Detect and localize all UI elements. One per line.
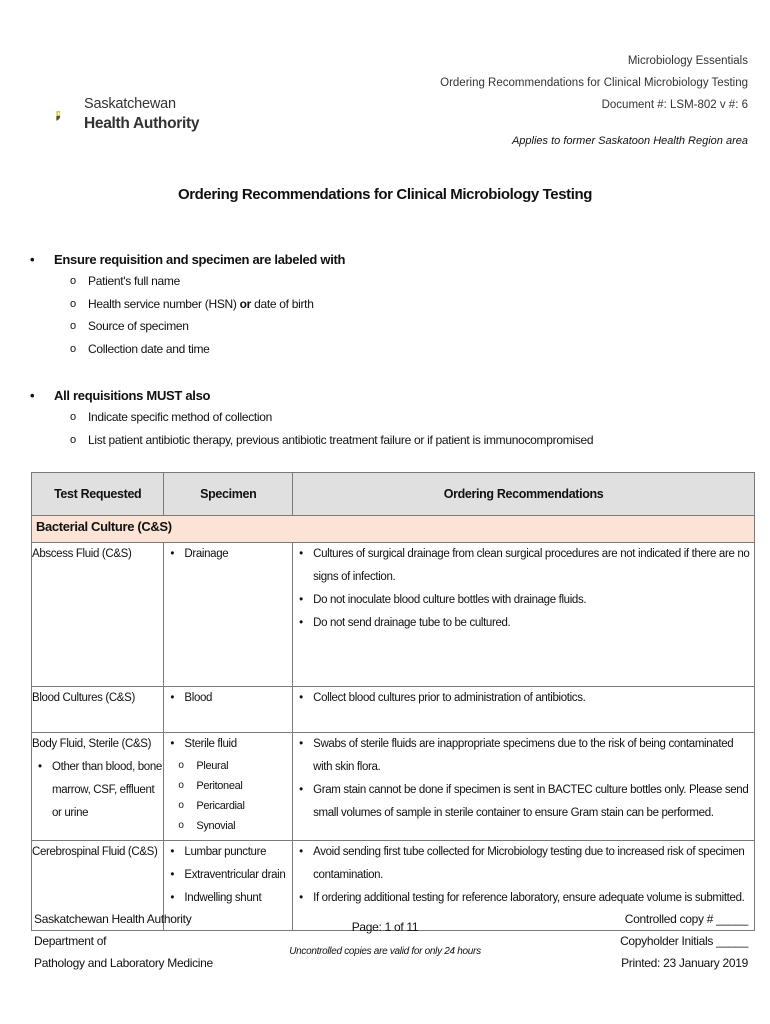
header-test-requested: Test Requested [32,473,164,516]
recommendation-item: • Do not send drainage tube to be cultured. [293,612,754,635]
recommendation-item: • Cultures of surgical drainage from clean surgical procedures are not indicated if there are no signs of infection. [293,543,754,589]
list-item: o Source of specimen [30,315,345,338]
footer-control [620,908,748,974]
specimen-cell [164,687,293,733]
list-item: o Patient's full name [30,270,345,293]
specimen-subitem: o Pleural [164,756,292,776]
table-header-row [32,473,755,516]
controlled-copy: Controlled copy # _____ [624,912,748,926]
dob-text: date of birth [251,296,314,311]
recommendation-cell [293,543,755,687]
specimen-subitem: o Pericardial [164,796,292,816]
document-number: Document #: LSM-802 v #: 6 [601,99,748,111]
recommendation-cell [293,687,755,733]
recommendation-item: • Avoid sending first tube collected for Microbiology testing due to increased risk of specimen contamination. [293,841,754,887]
test-cell [32,733,164,841]
list-item: o Indicate specific method of collection [30,406,593,429]
copyholder-initials: Copyholder Initials _____ [620,934,748,948]
or-text: or [239,296,252,311]
recommendation-item: • Swabs of sterile fluids are inappropriate specimens due to the risk of being contaminated with skin flora. [293,733,754,779]
test-cell: Cerebrospinal Fluid (C&S) [32,841,164,931]
specimen-item: • Blood [164,687,292,710]
printed-date: Printed: 23 January 2019 [621,956,748,970]
recommendation-item: • Gram stain cannot be done if specimen is sent in BACTEC culture bottles only. Please send small volumes of sample in sterile container to ensure Gram stain can be performed. [293,779,754,825]
table-row [32,733,755,841]
footer-left-line: Saskatchewan Health Authority [34,912,192,926]
specimen-subitem: o Peritoneal [164,776,292,796]
specimen-item: • Drainage [164,543,292,566]
labeling-heading: • Ensure requisition and specimen are labeled with [30,250,345,270]
header-line-2: Ordering Recommendations for Clinical Microbiology Testing [440,77,748,89]
category-bacterial-culture: Bacterial Culture (C&S) [32,516,755,543]
recommendation-cell [293,733,755,841]
logo-line-1: Saskatchewan [84,96,176,112]
footer-left-line: Department of [34,934,107,948]
logo-line-2: Health Authority [84,115,200,132]
specimen-cell [164,733,293,841]
test-cell: Abscess Fluid (C&S) [32,543,164,687]
logo-wordmark [84,94,199,134]
recommendation-item: • Do not inoculate blood culture bottles with drainage fluids. [293,589,754,612]
applies-note: Applies to former Saskatoon Health Region area [511,135,748,147]
page-number: Page: 1 of 11 [351,920,419,934]
requisition-requirements [30,386,593,451]
hsn-text: Health service number (HSN) [88,296,240,311]
list-item [30,293,345,316]
list-item: o List patient antibiotic therapy, previous antibiotic treatment failure or if patient is immunocompromised [30,429,593,452]
labeling-requirements [30,250,345,360]
specimen-item: • Lumbar puncture [164,841,292,864]
header-specimen: Specimen [164,473,293,516]
specimen-item: • Sterile fluid [164,733,292,756]
header-line-1: Microbiology Essentials [627,55,748,67]
recommendation-item: • If ordering additional testing for reference laboratory, ensure adequate volume is submitted. [293,887,754,910]
test-cell: Blood Cultures (C&S) [32,687,164,733]
header-ordering-recommendations: Ordering Recommendations [293,473,755,516]
saskatchewan-health-authority-logo [56,86,82,146]
test-qualifier: • Other than blood, bone marrow, CSF, effluent or urine [32,756,163,825]
document-title: Ordering Recommendations for Clinical Microbiology Testing [177,186,593,203]
test-name: Body Fluid, Sterile (C&S) [32,738,152,750]
specimen-cell [164,543,293,687]
list-item: o Collection date and time [30,338,345,361]
requisition-heading: • All requisitions MUST also [30,386,593,406]
document-header [440,50,748,152]
table-row [32,543,755,687]
specimen-item: • Indwelling shunt [164,887,292,910]
table-row [32,687,755,733]
uncontrolled-note: Uncontrolled copies are valid for only 24 hours [289,946,481,957]
specimen-item: • Extraventricular drain [164,864,292,887]
recommendation-item: • Collect blood cultures prior to administration of antibiotics. [293,687,754,710]
footer-left-line: Pathology and Laboratory Medicine [34,956,213,970]
ordering-recommendations-table [31,472,755,931]
specimen-subitem: o Synovial [164,816,292,836]
category-row [32,516,755,543]
